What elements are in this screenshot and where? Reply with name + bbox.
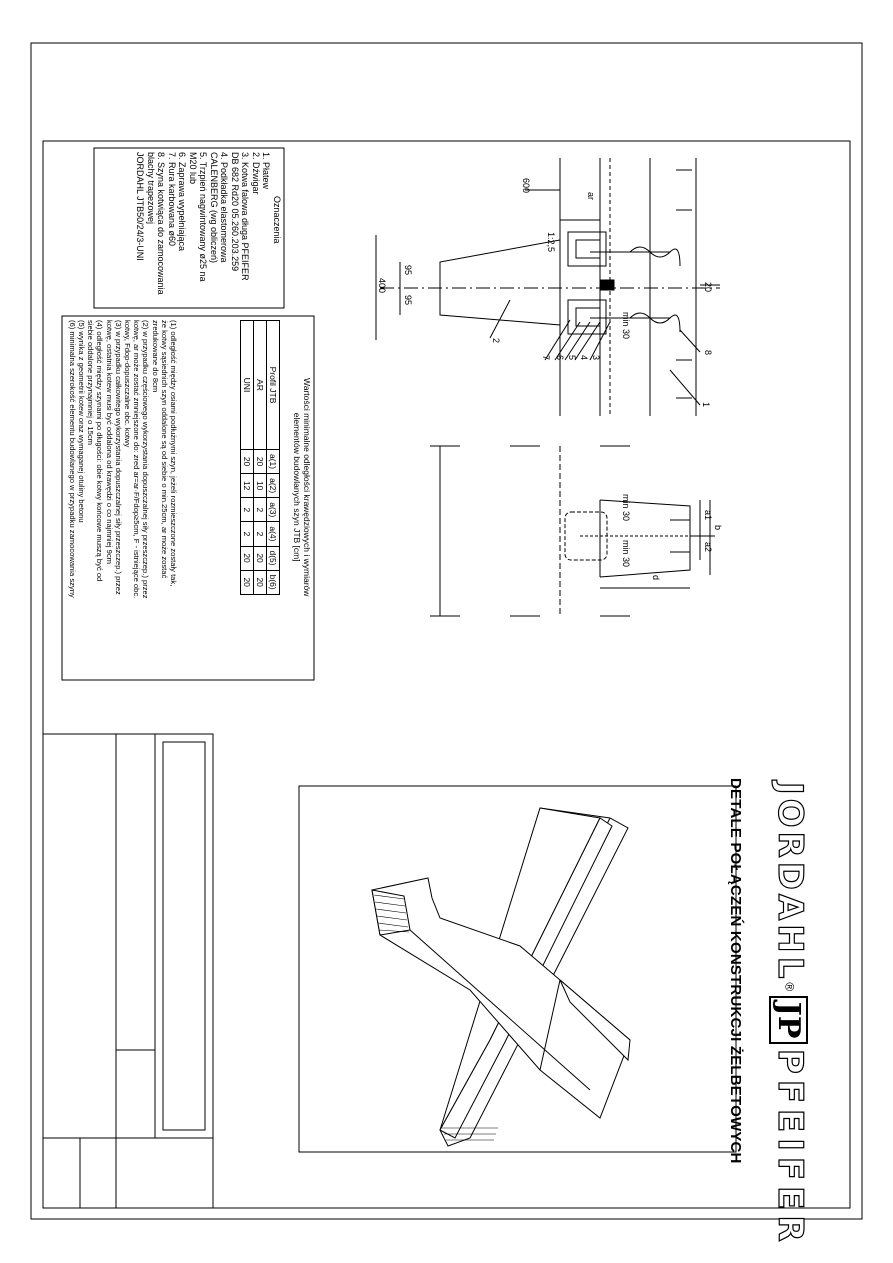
table-cell: 2 — [241, 522, 254, 546]
legend-item: 6. Zaprawa wypełniająca — [177, 152, 188, 252]
legend-item: M20 lub — [188, 152, 198, 185]
header-cell: a(4) — [267, 522, 280, 546]
footnote: kotwę, ar może zostać zmniejszone do: zred ar=ar·F/Fdop≥5cm, F - istniejące obc. — [132, 320, 142, 599]
table-cell: AR — [254, 321, 267, 450]
footnote: (3) w przypadku całkowitego wykorzystania dopuszczalnej siły przeszczep.) przez — [113, 320, 123, 595]
header-cell: a(3) — [267, 498, 280, 522]
footnote: zredukowane do 8cm — [150, 320, 160, 393]
item-number-1: 1 — [701, 402, 711, 408]
legend-heading: Oznaczenia — [272, 196, 282, 244]
plan-view — [430, 446, 715, 616]
drawing-title: DETALE POŁĄCZEŃ KONSTRUKCJI ŻELBETOWYCH — [727, 778, 744, 1164]
header-cell: b(6) — [267, 570, 280, 594]
legend-item: 1. Płatew — [261, 152, 272, 190]
section-view — [376, 158, 720, 416]
table-header-row — [267, 321, 280, 595]
header-cell: a(1) — [267, 450, 280, 474]
legend-item: 4. Podkładka elastomerowa — [219, 152, 230, 263]
item-number-4: 4 — [579, 355, 589, 361]
legend-item: DB 682 Rd20 05.260.203.259 — [230, 152, 240, 272]
footnote: siebie oddalone przynajmniej o 15cm — [86, 320, 96, 445]
legend-item: 8. Szyna kotwiąca do zamocowania — [156, 152, 167, 295]
legend — [135, 152, 282, 295]
item-number-5: 5 — [567, 355, 577, 361]
table-cell: 2 — [241, 498, 254, 522]
header-cell: d(5) — [267, 546, 280, 570]
table-cell: 20 — [241, 450, 254, 474]
label-min30-section: min 30 — [621, 312, 631, 340]
footnotes — [68, 320, 178, 599]
title-block-grid — [43, 734, 213, 1208]
header-cell: a(2) — [267, 474, 280, 498]
label-d: d — [651, 575, 661, 581]
label-slope: 1:2,5 — [546, 232, 556, 253]
table-cell: 20 — [254, 570, 267, 594]
iso-structure — [372, 808, 630, 1146]
registered-mark: ® — [782, 982, 797, 992]
dim-400: 400 — [377, 278, 387, 294]
values-caption-line2: elementów budowlanych szyn JTB [cm] — [292, 412, 302, 562]
legend-item: CALENBERG (wg obliczeń) — [209, 152, 219, 264]
legend-item: JORDAHL JTB50/24/3-UNI — [135, 152, 146, 261]
table-cell: 2 — [254, 498, 267, 522]
table-cell: 20 — [241, 570, 254, 594]
label-b: b — [713, 525, 723, 531]
label-a1: a1 — [703, 510, 713, 521]
footnote: (4) odległość między szynami po długości: obie kotwy końcowe muszą być od — [95, 320, 105, 582]
table-row — [254, 321, 267, 595]
item-number-8: 8 — [703, 350, 713, 356]
footnote: kotwy, Fdop-dopuszczalne obc. kotwy — [122, 320, 132, 448]
table-cell: 20 — [254, 546, 267, 570]
table-cell: UNI — [241, 321, 254, 450]
brand-mark-jp: JP — [769, 996, 808, 1045]
table-cell: 12 — [241, 474, 254, 498]
dim-95-top: 95 — [403, 265, 413, 276]
label-min30-plan-a: min 30 — [621, 494, 631, 522]
values-table — [240, 320, 280, 595]
dim-600: 600 — [521, 178, 531, 194]
item-number-2: 2 — [491, 338, 501, 344]
values-table-wrap — [240, 320, 280, 595]
item-number-3: 3 — [591, 355, 601, 361]
footnote: kotwę, ostatnia kotew musi być oddalona od krawędzi o co najmniej 9cm — [104, 320, 114, 564]
label-min30-plan-b: min 30 — [621, 540, 631, 568]
footnote: (5) wynika z geometrii kotew oraz wymaganej otuliny betonu — [76, 320, 86, 523]
table-cell: 20 — [241, 546, 254, 570]
legend-item: 2. Dźwigar — [251, 152, 261, 195]
table-cell: 20 — [254, 450, 267, 474]
values-caption — [292, 378, 312, 596]
footnote: (2) w przypadku częściowego wykorzystania dopuszczalnej siły przeszczep.) przez — [141, 320, 151, 599]
table-cell: 2 — [254, 522, 267, 546]
brand-right-text: PFEIFER — [770, 1048, 810, 1248]
footnote: że kotwy sąsiednich szyn oddalone są od siebie o min.25cm, ar może zostać — [159, 320, 169, 579]
footnote: (1) odległość między osiami podłużnymi szyn, jeżeli rozmieszczone zostały tak, — [169, 320, 178, 587]
legend-item: 7. Rura karbowana ø60 — [167, 152, 177, 247]
label-a2: a2 — [703, 542, 713, 553]
dim-95-bottom: 95 — [403, 295, 413, 306]
header-cell: Profil JTB — [267, 321, 280, 450]
brand-logo — [770, 782, 810, 1248]
item-number-6: 6 — [555, 355, 565, 361]
legend-item: 3. Kotwa falowa długa PFEIFER — [240, 152, 251, 281]
values-caption-line1: Wartości minimalne odległości krawędziowych i wymiarów — [302, 378, 312, 597]
item-number-7: 7 — [541, 355, 551, 361]
label-ar: ar — [586, 192, 596, 201]
table-row — [241, 321, 254, 595]
table-cell: 10 — [254, 474, 267, 498]
legend-item: blachy trapezowej — [146, 152, 156, 225]
dim-20: 20 — [703, 282, 713, 293]
footnote: (6) minimalna szerokość elementu budowlanego w przypadku zamocowania szyny — [67, 320, 77, 598]
legend-item: 5. Trzpień nagwintowany ø25 na — [198, 152, 209, 282]
brand-left-text: JORDAHL — [770, 782, 810, 983]
